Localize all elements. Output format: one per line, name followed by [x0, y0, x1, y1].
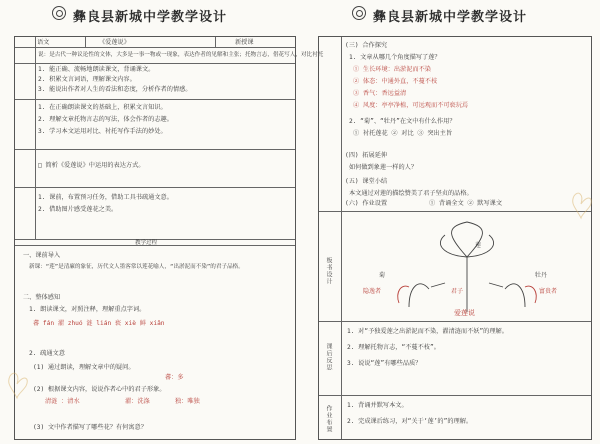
sec-8: ① 衬托莲花 ② 对比 ③ 突出主旨 — [353, 130, 453, 137]
sec-10: 如何做到象莲一样的人？ — [349, 164, 418, 171]
process-9: (3) 文中作者描写了哪些花？有何寓意？ — [33, 424, 147, 431]
board-label: 板书设计 — [325, 257, 332, 285]
flower-doodle-icon — [566, 180, 596, 220]
process-4: 1. 朗读课文，对照注释，理解重点字词。 — [29, 306, 146, 313]
board-label-6: 富贵者 — [539, 288, 558, 295]
sec-1: (三) 合作探究 — [345, 42, 388, 49]
process-1: 一、课前导入 — [23, 252, 61, 259]
sec-11: (五) 课堂小结 — [345, 178, 388, 185]
annotation-d: 蕃：多 — [165, 374, 184, 381]
sec-3: ① 生长环境：出淤泥而不染 — [353, 66, 431, 73]
sec-2: 1. 文章从哪几个角度描写了莲？ — [349, 54, 441, 61]
annotation-c: 独：唯独 — [175, 398, 200, 405]
right-page — [300, 0, 600, 444]
key-3: 3. 学习本文运用对比、衬托写作手法的妙处。 — [38, 128, 167, 135]
subject: 语文 — [37, 39, 50, 46]
page-title: 彝良县新城中学教学设计 — [372, 10, 527, 25]
sec-6: ④ 风度：亭亭净植，可远观而不可亵玩焉 — [353, 102, 469, 109]
method-1: 1. 课前，布置预习任务，借助工具书疏通文意。 — [38, 194, 173, 201]
goal-1: 1. 能正确、流畅地朗读课文，背诵课文。 — [38, 66, 155, 73]
process-2: 新课：“莲”是清廉的象征，历代文人墨客常以莲花喻人，“出淤泥而不染”的君子品格。 — [29, 264, 244, 270]
board-label-5: 君子 — [451, 288, 464, 295]
sec-13: (六) 作业设置 — [345, 200, 388, 207]
homework-2: 2. 完成课后练习，对“关于‘莲’的”的理解。 — [347, 418, 473, 425]
intro-text: 说：是古代一种议论性的文体，大多是一事一物或一现象，表达作者的见解和主张；托物言志，借花写人，对比衬托 — [38, 52, 324, 58]
board-label-2: 菊 — [379, 272, 386, 279]
annotation-b: 濯：洗涤 — [125, 398, 150, 405]
sec-4: ② 体态：中通外直，不蔓不枝 — [353, 78, 438, 85]
board-label-1: 莲 — [475, 242, 482, 249]
homework-1: 1. 背诵并默写本文。 — [347, 402, 408, 409]
homework-label: 作业布置 — [325, 405, 332, 433]
plan-form — [14, 36, 324, 440]
after-label: 课后反思 — [325, 343, 332, 371]
after-3: 3. 说说“莲”有哪些品质？ — [347, 360, 422, 367]
method-2: 2. 借助图片感受莲花之美。 — [38, 206, 118, 213]
section-bar: 教学过程 — [135, 240, 158, 246]
sec-5: ③ 香气：香远益清 — [353, 90, 407, 97]
board-label-3: 牡丹 — [535, 272, 548, 279]
process-6: 2. 疏通文意 — [29, 350, 65, 357]
difficulty: □ 简析《爱莲说》中运用的表达方式。 — [38, 162, 145, 169]
process-8: (2) 根据课文内容，说说作者心中的君子形象。 — [33, 386, 166, 393]
after-1: 1. 对“予独爱莲之出淤泥而不染，濯清涟而不妖”的理解。 — [347, 328, 508, 335]
process-5: 蕃 fán 濯 zhuó 涟 lián 亵 xiè 鲜 xiǎn — [33, 320, 165, 327]
page-title: 彝良县新城中学教学设计 — [72, 10, 227, 25]
goal-2: 2. 积累文言词语，理解课文内容。 — [38, 76, 136, 83]
annotation-a: 清涟 ：清水 — [45, 398, 80, 405]
flower-doodle-icon — [2, 360, 32, 400]
topic: 《爱莲说》 — [99, 39, 130, 46]
sec-12: 本文通过对莲的描绘赞美了君子坚贞的品格。 — [349, 190, 473, 197]
plan-form — [318, 36, 592, 440]
lotus-board-drawing — [349, 217, 585, 319]
sec-14: ① 背诵全文 ② 默写课文 — [429, 200, 503, 207]
sec-7: 2. “菊”、“牡丹”在文中有什么作用？ — [349, 118, 456, 125]
key-2: 2. 理解文章托物言志的写法，体会作者的志趣。 — [38, 116, 173, 123]
process-3: 二、整体感知 — [23, 294, 61, 301]
after-2: 2. 理解托物言志，“不蔓不枝”。 — [347, 344, 440, 351]
key-1: 1. 在正确朗读课文的基础上，积累文言知识。 — [38, 104, 167, 111]
board-center: 爱莲说 — [454, 309, 475, 317]
sec-9: (四) 拓展延伸 — [345, 152, 388, 159]
process-7: (1) 通过朗读，理解文章中的疑问。 — [33, 364, 135, 371]
goal-3: 3. 能说出作者对人生的看法和态度，分析作者的情感。 — [38, 86, 192, 93]
lesson-type: 新授课 — [235, 39, 254, 46]
board-label-4: 隐逸者 — [363, 288, 382, 295]
